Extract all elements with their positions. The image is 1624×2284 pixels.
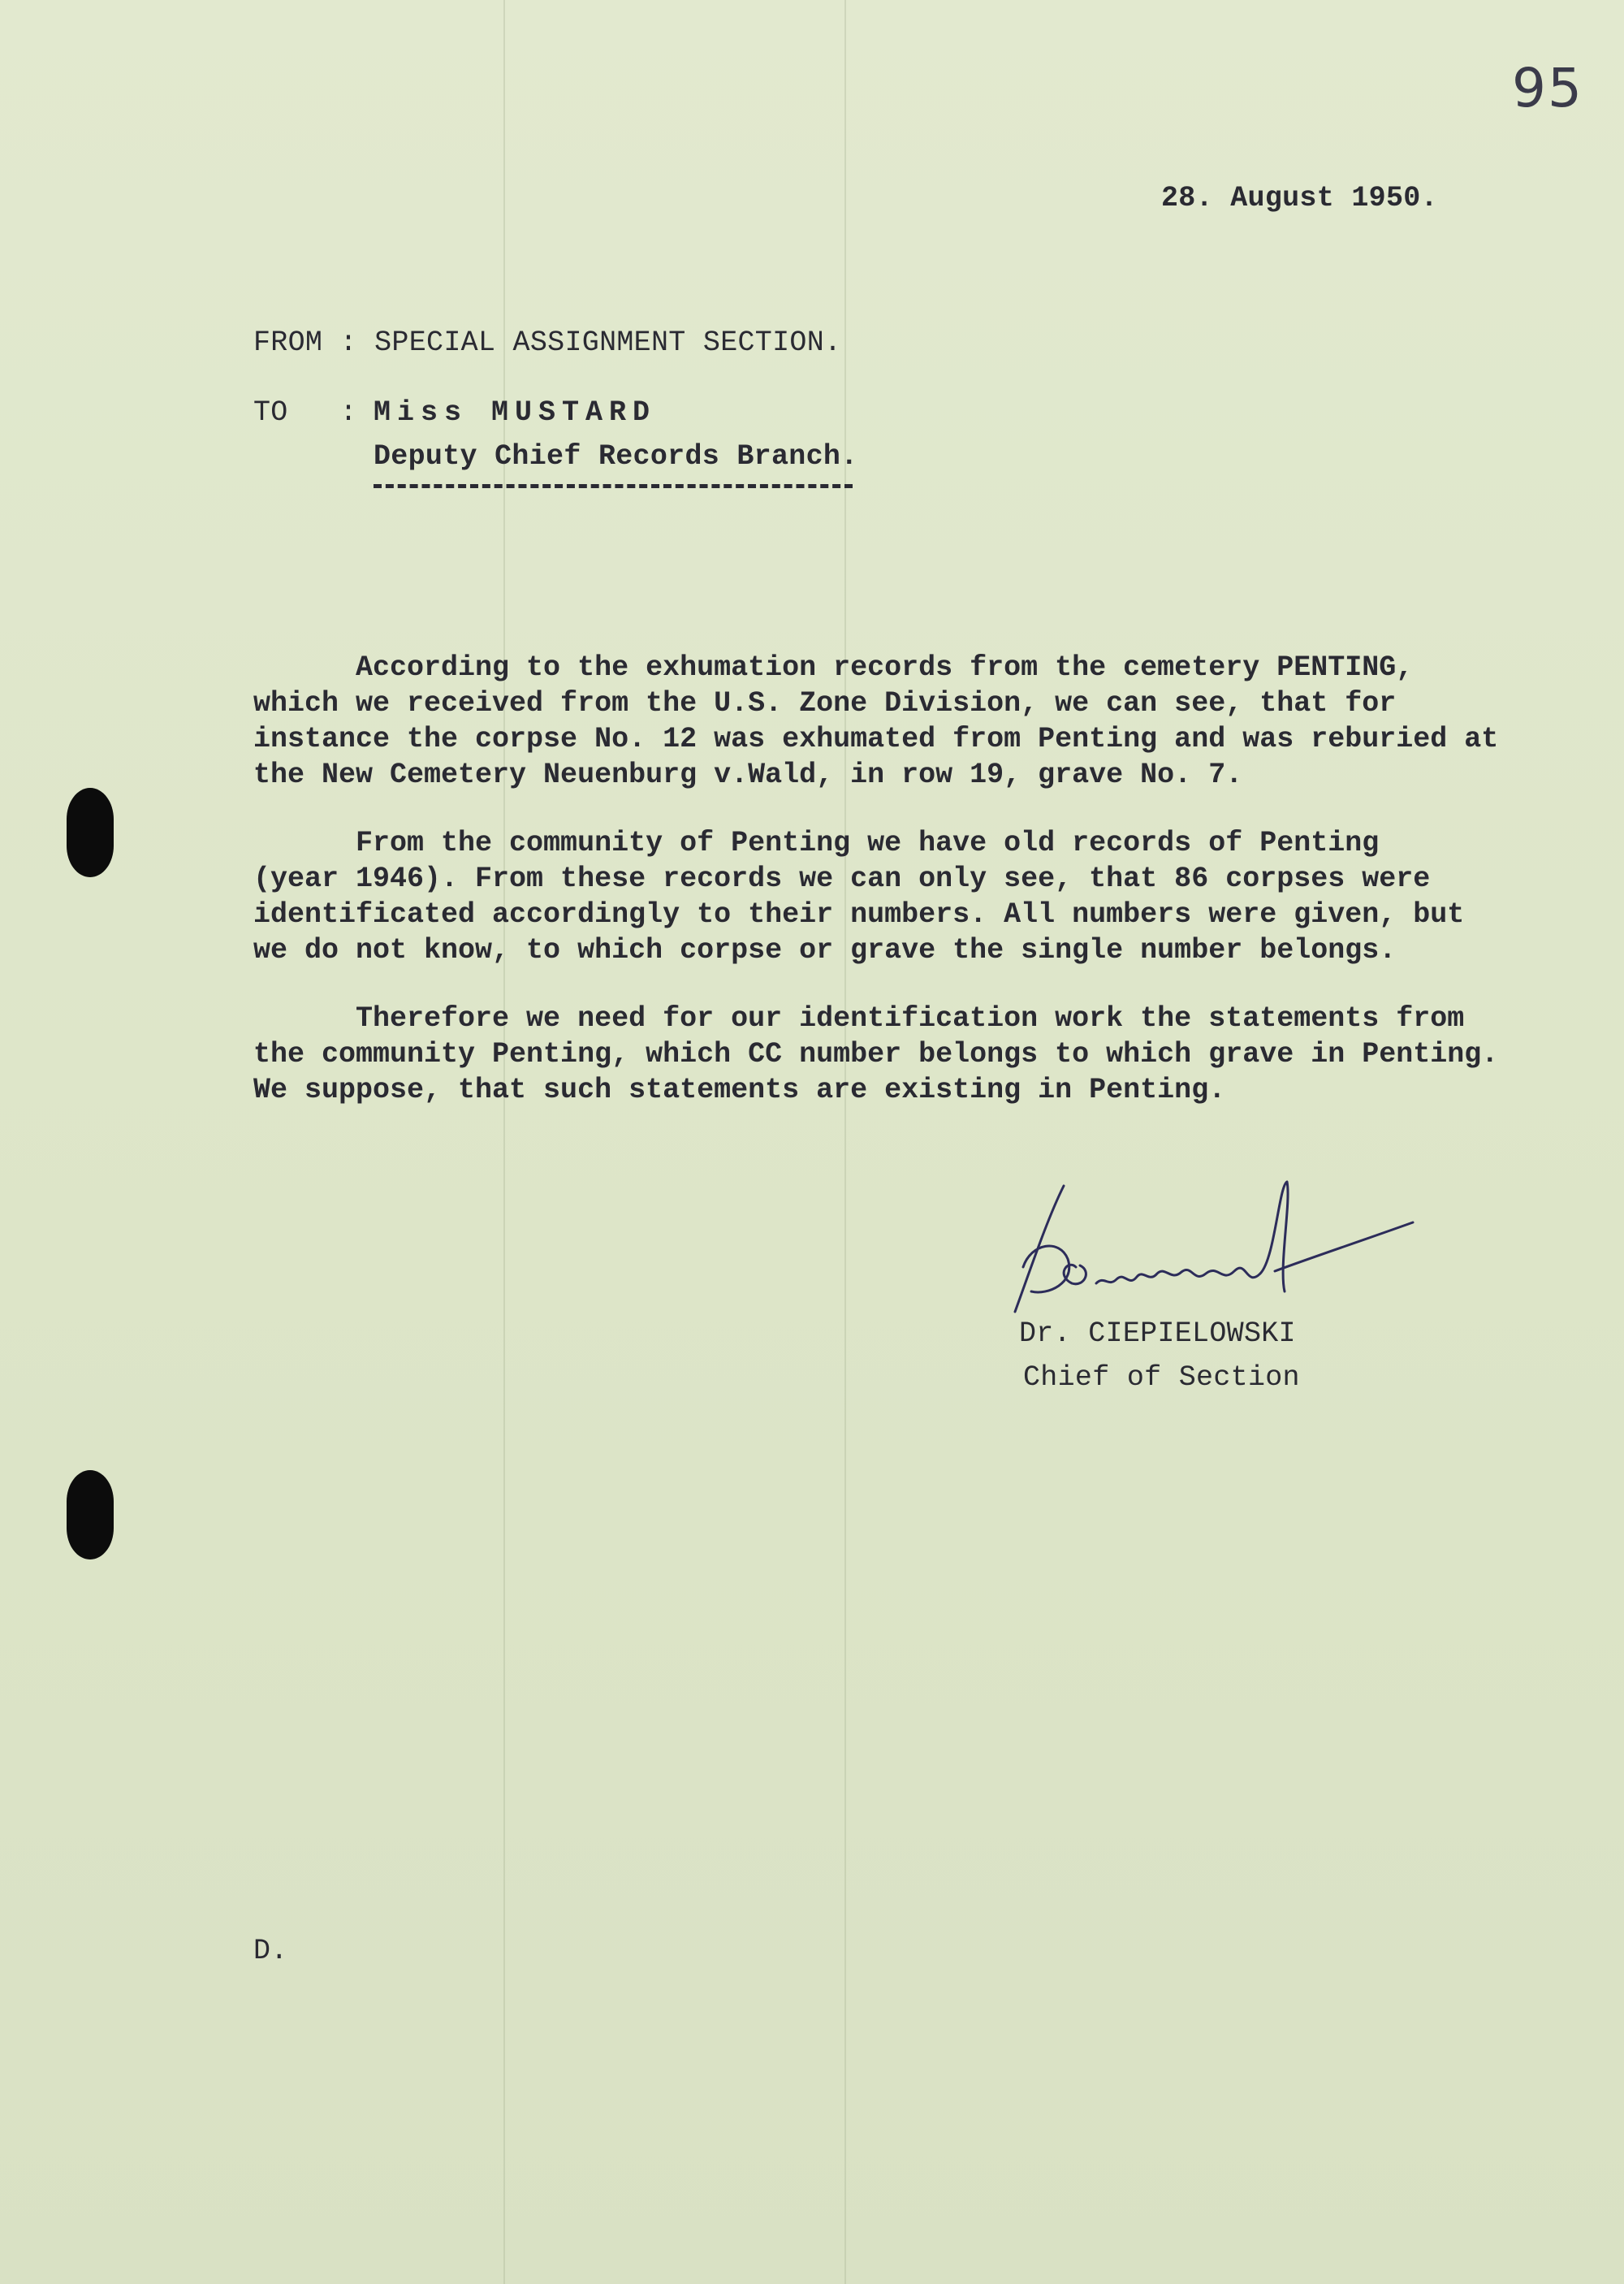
letter-date: 28. August 1950. — [1161, 182, 1438, 214]
recipient-title: Deputy Chief Records Branch. — [374, 440, 858, 473]
paragraph-line: which we received from the U.S. Zone Division, we can see, that for — [253, 687, 1397, 720]
from-line: FROM : SPECIAL ASSIGNMENT SECTION. — [253, 327, 842, 359]
typist-initial: D. — [253, 1935, 288, 1967]
paragraph-line: From the community of Penting we have old records of Penting — [253, 827, 1380, 859]
paper-fold-line — [844, 0, 846, 2284]
paragraph-line: the community Penting, which CC number belongs to which grave in Penting. — [253, 1038, 1499, 1071]
signer-title: Chief of Section — [1023, 1361, 1300, 1394]
paragraph-line: Therefore we need for our identification work the statements from — [253, 1002, 1465, 1035]
paragraph-line: (year 1946). From these records we can only see, that 86 corpses were — [253, 863, 1431, 895]
signer-name: Dr. CIEPIELOWSKI — [1019, 1317, 1296, 1350]
paragraph-line: the New Cemetery Neuenburg v.Wald, in row 19, grave No. 7. — [253, 759, 1243, 791]
body-paragraph — [253, 650, 1520, 793]
to-label: TO : — [253, 396, 357, 429]
paragraph-line: instance the corpse No. 12 was exhumated from Penting and was reburied at — [253, 723, 1499, 755]
body-paragraph — [253, 1001, 1520, 1108]
paragraph-line: we do not know, to which corpse or grave the single number belongs. — [253, 934, 1397, 967]
recipient-name: Miss MUSTARD — [374, 396, 657, 429]
body-paragraph — [253, 825, 1520, 968]
punch-hole-mark — [67, 1470, 114, 1559]
paragraph-line: identificated accordingly to their numbers. All numbers were given, but — [253, 898, 1465, 931]
handwritten-signature — [999, 1170, 1437, 1332]
paragraph-line: According to the exhumation records from the cemetery PENTING, — [253, 651, 1414, 684]
page-number: 95 — [1512, 57, 1583, 119]
paragraph-line: We suppose, that such statements are existing in Penting. — [253, 1074, 1226, 1106]
punch-hole-mark — [67, 788, 114, 877]
underline-rule — [374, 484, 853, 488]
